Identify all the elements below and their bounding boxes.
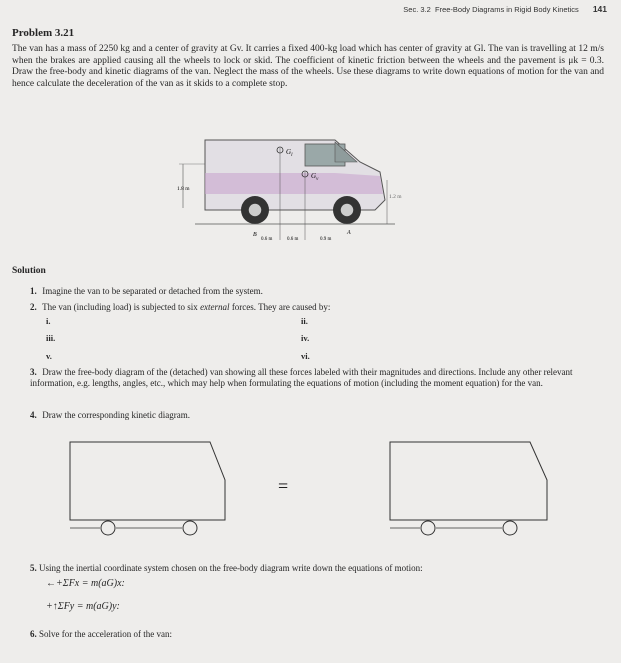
point-a: A — [347, 230, 351, 236]
kinetic-van-outline — [390, 442, 547, 520]
label-gl: $G_l$ — [286, 148, 293, 158]
section-label: Sec. 3.2 — [403, 5, 431, 14]
roman-ii: ii. — [301, 316, 308, 326]
dim-3: 0.9 m — [320, 237, 332, 242]
van-stripe — [205, 173, 383, 194]
solution-title: Solution — [12, 266, 46, 276]
roman-i: i. — [46, 316, 51, 326]
equation-x: ←+ΣFx = m(aG)x: — [46, 578, 125, 589]
dim-height-left: 1.8 m — [177, 186, 190, 192]
point-b: B — [253, 232, 257, 238]
section-title: Free-Body Diagrams in Rigid Body Kinetics — [435, 5, 579, 14]
running-header — [403, 4, 607, 14]
fbd-van-outline — [70, 442, 225, 520]
step-2: 2. The van (including load) is subjected to six external forces. They are caused by: — [30, 302, 331, 312]
dim-1: 0.6 m — [261, 237, 273, 242]
dim-2: 0.6 m — [287, 237, 299, 242]
step-6: 6. Solve for the acceleration of the van: — [30, 629, 172, 639]
fbd-front-wheel — [183, 521, 197, 535]
equation-y: +↑ΣFy = m(aG)y: — [46, 601, 120, 612]
step-1: 1. Imagine the van to be separated or detached from the system. — [30, 286, 263, 296]
problem-statement: The van has a mass of 2250 kg and a center of gravity at Gv. It carries a fixed 400-kg load which has center of gravity at Gl. The van is travelling at 12 m/s when the brakes are applied causing all the wheels to lock or skid. The coefficient of kinetic friction between the wheels and the pavement is μk = 0.3. Draw the free-body and kinetic diagrams of the van. Neglect the mass of the wheels. Use these diagrams to write down equations of motion for the van and hence calculate the deceleration of the van as it skids to a complete stop. — [12, 44, 604, 89]
roman-v: v. — [46, 351, 52, 361]
kd-rear-wheel — [421, 521, 435, 535]
step-3: 3. Draw the free-body diagram of the (detached) van showing all these forces labeled with their magnitudes and directions. Include any other relevant information, e.g. lengths, angles, etc., which may help when formulating the equations of motion (including the moment equation) for the van. — [30, 367, 573, 388]
roman-vi: vi. — [301, 351, 310, 361]
roman-iv: iv. — [301, 333, 310, 343]
van-figure — [175, 128, 415, 246]
roman-iii: iii. — [46, 333, 56, 343]
equals-sign: = — [278, 476, 289, 496]
step-5: 5. Using the inertial coordinate system chosen on the free-body diagram write down the equations of motion: — [30, 563, 423, 573]
label-gv: $G_v$ — [311, 172, 319, 182]
problem-title: Problem 3.21 — [12, 27, 75, 39]
step-4: 4. Draw the corresponding kinetic diagram. — [30, 410, 190, 420]
fbd-rear-wheel — [101, 521, 115, 535]
page-number: 141 — [592, 4, 607, 14]
diagram-area — [60, 430, 580, 545]
dim-height-right: 1.2 m — [389, 194, 402, 200]
kd-front-wheel — [503, 521, 517, 535]
